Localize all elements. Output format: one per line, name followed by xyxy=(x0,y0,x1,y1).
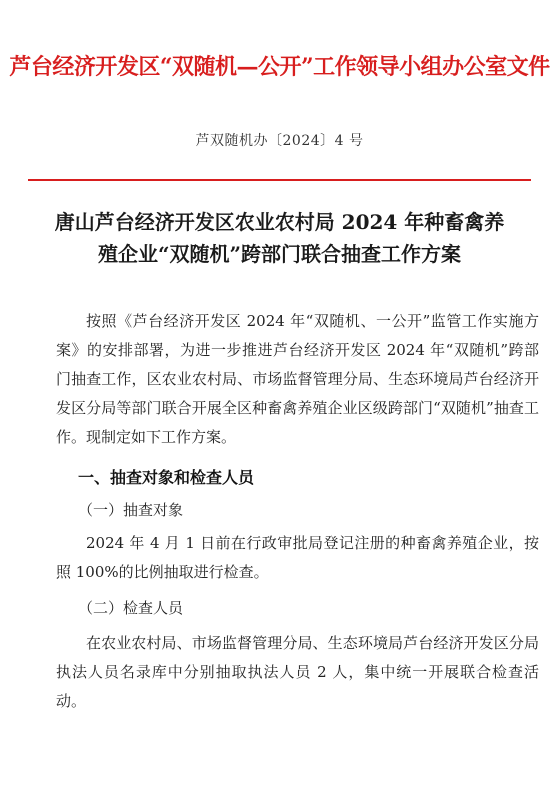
document-title-line-1: 唐山芦台经济开发区农业农村局 2024 年种畜禽养 xyxy=(54,210,505,234)
document-title-line-2: 殖企业“双随机”跨部门联合抽查工作方案 xyxy=(97,242,461,266)
intro-paragraph: 按照《芦台经济开发区 2024 年“双随机、一公开”监管工作实施方案》的安排部署，为进一步推进芦台经济开发区 2024 年“双随机”跨部门抽查工作，区农业农村局、市场监督管理分局、生态环境局芦台经济开发区分局等部门联合开展全区种畜禽养殖企业区级跨部门“双随机”抽查工作。现制定如下工作方案。 xyxy=(56,312,539,446)
subsection-1-paragraph: 2024 年 4 月 1 日前在行政审批局登记注册的种畜禽养殖企业，按照 100%的比例抽取进行检查。 xyxy=(56,534,539,581)
subsection-2-paragraph: 在农业农村局、市场监督管理分局、生态环境局芦台经济开发区分局执法人员名录库中分别抽取执法人员 2 人，集中统一开展联合检查活动。 xyxy=(56,634,539,710)
document-header-title: 芦台经济开发区“双随机—公开”工作领导小组办公室文件 xyxy=(9,54,550,80)
section-heading-1: 一、抽查对象和检查人员 xyxy=(78,468,255,487)
subsection-heading-2: （二）检查人员 xyxy=(78,599,184,617)
header-divider xyxy=(28,179,531,181)
document-title xyxy=(40,206,519,270)
document-number: 芦双随机办〔2024〕4 号 xyxy=(195,133,364,149)
subsection-heading-1: （一）抽查对象 xyxy=(78,501,184,519)
